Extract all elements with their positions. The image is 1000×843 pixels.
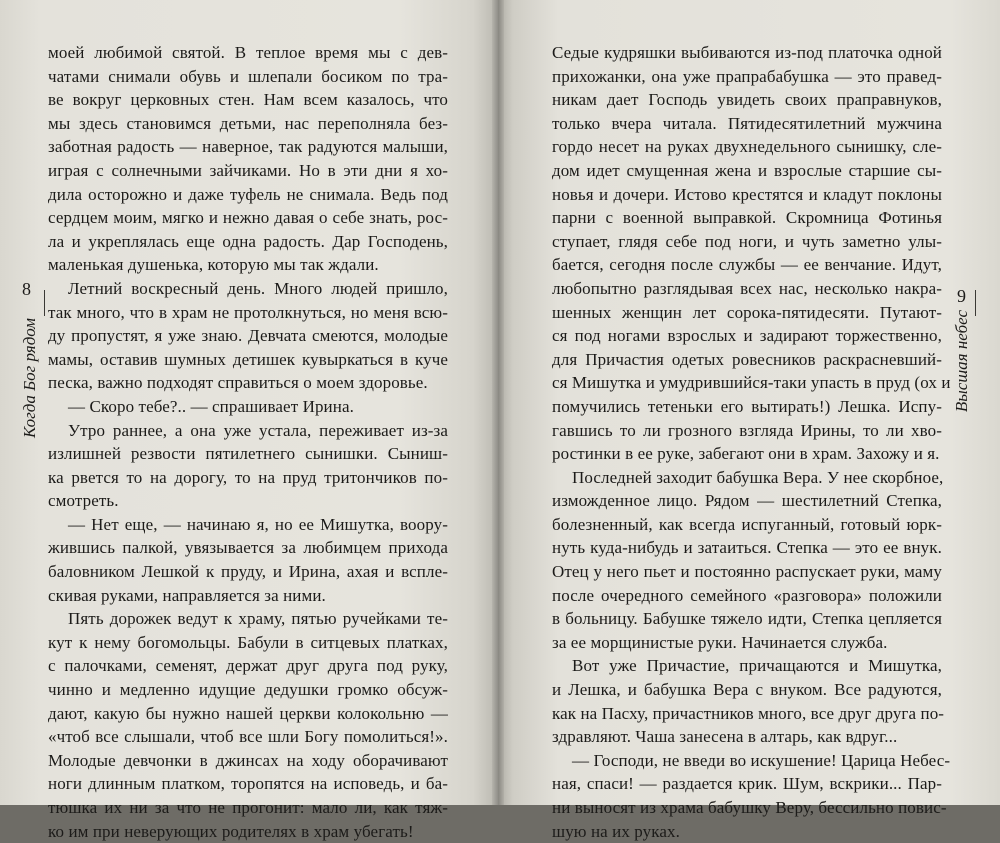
text-line: ка рвется то на дорогу, то на пруд тритончиков по- [48,467,448,487]
text-line: излишней резвости пятилетнего сынишки. Сыниш- [48,444,448,464]
text-line: так много, что в храм не протолкнуться, но меня всю- [48,302,448,322]
text-line: ноги длинным платком, торопятся на исповедь, и ба- [48,774,448,794]
text-line: Вот уже Причастие, причащаются и Мишутка, [572,656,942,676]
text-line: ду пропустят, я уже знаю. Девчата смеются, молодые [48,326,448,346]
text-line: ла и укреплялась еще одна радость. Дар Господень, [48,231,448,251]
text-line: шую на их руках. [552,821,680,841]
text-line: нуть куда-нибудь и затаиться. Степка — это ее внук. [552,538,942,558]
text-line: любопытно разглядывая всех нас, несколько накра- [552,278,942,298]
text-line: гордо несет на руках двухнедельного сынишку, сле- [552,137,942,157]
book-gutter [492,0,504,805]
left-page-number: 8 [22,279,31,299]
text-line: после очередного семейного «разговора» положили [552,585,942,605]
text-line: помучились тетеньки его вытирать!) Лешка. Испу- [552,396,942,416]
text-line: чатами снимали обувь и шлепали босиком по тра- [48,66,448,86]
text-line: Последней заходит бабушка Вера. У нее скорбное, [572,467,944,487]
text-line: гавшись то ли грозного взгляда Ирины, то ли хво- [552,420,942,440]
text-line: Отец у него пьет и постоянно распускает руки, маму [552,562,942,582]
text-line: ве вокруг церковных стен. Нам всем казалось, что [48,90,448,110]
text-line: в больницу. Бабушке тяжело идти, Степка цепляется [552,609,942,629]
text-line: дила осторожно и даже туфель не снимала. Ведь под [48,184,448,204]
text-line: «чтоб все слышали, чтоб все шли Богу помолиться!». [48,727,448,747]
right-page-number: 9 [957,286,966,306]
text-line: заботная радость — наверное, так радуются малыши, [48,137,448,157]
left-page-body [48,41,448,843]
text-line: — Скоро тебе?.. — спрашивает Ирина. [68,396,354,416]
text-line: здравляют. Чаша занесена в алтарь, как вдруг... [552,727,898,747]
left-running-head: Когда Бог рядом [20,318,39,439]
text-line: мы здесь становимся детьми, нас переполняла без- [48,113,448,133]
text-line: парни с военной выправкой. Скромница Фотинья [552,208,942,228]
text-line: никам дает Господь увидеть своих праправнуков, [552,90,942,110]
text-line: как на Пасху, причастников много, все друг друга по- [552,703,945,723]
text-line: болезненный, как всегда испуганный, готовый юрк- [552,514,942,534]
text-line: мамы, оставив шумных детишек кувыркаться в куче [48,349,448,369]
text-line: жившись палкой, увязывается за любимцем прихода [48,538,448,558]
left-folio-rule [44,290,45,316]
text-line: бается, сегодня после службы — ее венчание. Идут, [552,255,942,275]
text-line: ная, спаси! — раздается крик. Шум, вскрики... Пар- [552,774,942,794]
text-line: ступает, глядя себе под ноги, и чуть заметно улы- [552,231,942,251]
text-line: за ее морщинистые руки. Начинается служба. [552,632,888,652]
text-line: ни выносят из храма бабушку Веру, бессильно повис- [552,798,947,817]
text-line: ся Мишутка и умудрившийся-таки упасть в пруд (ох и [552,373,951,393]
text-line: сердцем моим, мягко и нежно давая о себе знать, рос- [48,208,448,228]
text-line: скивая руками, направляется за ними. [48,585,326,605]
text-line: Седые кудряшки выбиваются из-под платочка одной [552,43,942,62]
text-line: только вчера читала. Пятидесятилетний мужчина [552,113,942,133]
text-line: тюшка их ни за что не прогонит: мало ли, как тяж- [48,798,448,817]
text-line: Молодые девчонки в джинсах на ходу оборачивают [48,750,448,770]
text-line: моей любимой святой. В теплое время мы с дев- [48,43,448,62]
text-line: и Лешка, и бабушка Вера с внуком. Все радуются, [552,680,942,700]
text-line: дом идет смущенная жена и взрослые старшие сы- [552,160,942,180]
text-line: чинно и медленно идущие дедушки громко обсуж- [48,680,448,700]
text-line: смотреть. [48,491,119,511]
text-line: ко им при неверующих родителях в храм убегать! [48,821,414,841]
right-folio-rule [975,290,976,316]
text-line: с палочками, семенят, держат друг друга под руку, [48,656,448,676]
text-line: песка, важно подходят справиться о моем здоровье. [48,373,428,393]
text-line: шенных женщин лет сорока-пятидесяти. Путают- [552,302,942,322]
text-line: новья и дочери. Истово крестятся и кладут поклоны [552,184,942,204]
text-line: играя с солнечными зайчиками. Но в эти дни я хо- [48,160,448,180]
text-line: для Причастия одетых ровесников раскрасневший- [552,349,942,369]
text-line: кут к нему богомольцы. Бабули в ситцевых платках, [48,632,448,652]
text-line: Утро раннее, а она уже устала, переживает из-за [68,420,448,440]
text-line: Пять дорожек ведут к храму, пятью ручейками те- [68,609,448,629]
text-line: баловником Лешкой к пруду, и Ирина, ахая и вспле- [48,562,448,582]
text-line: — Нет еще, — начинаю я, но ее Мишутка, воору- [68,514,448,534]
text-line: Летний воскресный день. Много людей пришло, [68,278,448,298]
right-page-body [552,41,951,843]
text-line: изможденное лицо. Рядом — шестилетний Степка, [552,491,942,511]
text-line: ся под ногами взрослых и задирают торжественно, [552,326,942,346]
text-line: маленькая душенька, которую мы так ждали. [48,255,379,275]
text-line: ростинки в ее руке, забегают они в храм. Захожу и я. [552,444,940,464]
right-running-head: Высшая небес [952,310,971,413]
text-line: прихожанки, она уже прапрабабушка — это правед- [552,66,942,86]
text-line: дают, какую бы нужно нашей церкви колокольню — [48,703,448,723]
text-line: — Господи, не введи во искушение! Царица Небес- [572,750,951,770]
